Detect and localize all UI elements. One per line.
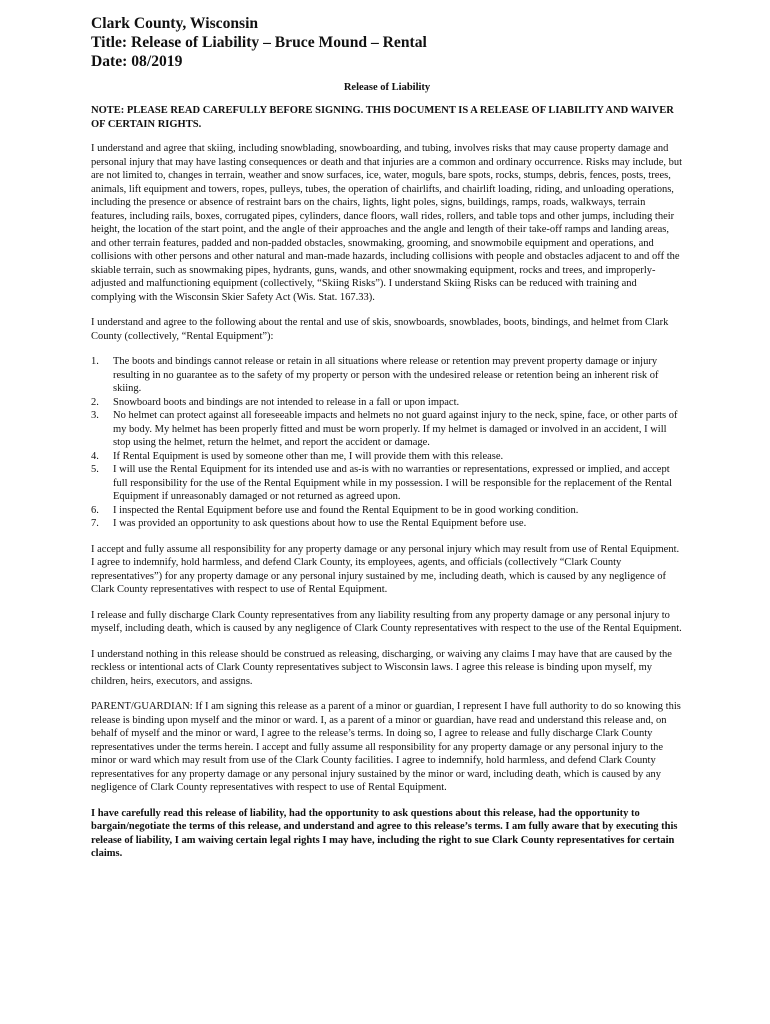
rental-equipment-intro: I understand and agree to the following about the rental and use of skis, snowboards, snowblades, boots, bindings, and helmet from Clark County (collectively, “Rental Equipment”): bbox=[91, 317, 669, 342]
list-item-number: 6. bbox=[91, 504, 99, 516]
reckless-acts-paragraph: I understand nothing in this release should be construed as releasing, discharging, or waiving any claims I may have that are caused by the reckless or intentional acts of Clark County representatives subject to Wisconsin laws. I agree this release is binding upon myself, my children, heirs, executors, and assigns. bbox=[91, 648, 672, 687]
list-item-number: 3. bbox=[91, 410, 99, 421]
list-item-text: I inspected the Rental Equipment before use and found the Rental Equipment to be in good working condition. bbox=[113, 504, 579, 516]
list-item bbox=[91, 504, 683, 518]
list-item-number: 1. bbox=[91, 356, 99, 367]
list-item bbox=[91, 396, 683, 410]
list-item bbox=[91, 355, 683, 396]
skiing-risks-paragraph: I understand and agree that skiing, including snowblading, snowboarding, and tubing, involves risks that may cause property damage and personal injury that may have lasting consequences or death and that injuries are a common and ordinary occurrence. Risks may include, but are not limited to, changes in terrain, weather and snow surfaces, ice, water, moguls, bare spots, rocks, stumps, debris, fences, posts, trees, animals, lift equipment and towers, ropes, pulleys, tubes, the operation of chairlifts, and chairlift loading, riding, and unloading operations, including the presence or absence of restraint bars on the chairs, lights, light poles, signs, buildings, ramps, roads, walkways, terrain features, including rails, boxes, corrugated pipes, cylinders, dance floors, wall rides, rollers, and table tops and other jumps, including their height, the location of the start point, and the angle of their approaches and the angle and length of their take-off ramps and landing areas, and other terrain features, padded and non-padded obstacles, snowmaking, grooming, and snowmobile equipment and operations, and collisions with other persons and other natural and man-made hazards, including collisions with people and obstacles adjacent to and off the skiable terrain, such as snowmaking pipes, hydrants, guns, wands, and other snowmaking equipment, rocks and trees, and improperly-adjusted and malfunctioning equipment (collectively, “Skiing Risks”). I understand Skiing Risks can be reduced with training and complying with the Wisconsin Skier Safety Act (Wis. Stat. 167.33). bbox=[91, 143, 683, 303]
list-item-text: I will use the Rental Equipment for its intended use and as-is with no warranties or representations, expressed or implied, and accept full responsibility for the use of the Rental Equipment while in my possession. I will be responsible for the replacement of the Rental Equipment if unreasonably damaged or not returned as agreed upon. bbox=[113, 464, 673, 502]
list-item-text: The boots and bindings cannot release or retain in all situations where release or retention may prevent property damage or injury resulting in no guarantee as to the safety of my property or person with the undesired release or retention being an inherent risk of skiing. bbox=[113, 356, 659, 394]
release-discharge-paragraph: I release and fully discharge Clark County representatives from any liability resulting from any property damage or any personal injury to myself, including death, which is caused by any negligence of Clark County representatives with respect to the use of the Rental Equipment. bbox=[91, 609, 682, 634]
list-item bbox=[91, 409, 683, 450]
list-item bbox=[91, 517, 683, 531]
list-item bbox=[91, 463, 683, 504]
list-item-text: Snowboard boots and bindings are not intended to release in a fall or upon impact. bbox=[113, 396, 460, 408]
list-item-text: I was provided an opportunity to ask questions about how to use the Rental Equipment before use. bbox=[113, 518, 527, 529]
header-title: Title: Release of Liability – Bruce Mound – Rental bbox=[91, 34, 427, 51]
list-item bbox=[91, 450, 683, 464]
list-item-text: If Rental Equipment is used by someone other than me, I will provide them with this release. bbox=[113, 450, 504, 462]
acknowledgement-paragraph: I have carefully read this release of liability, had the opportunity to ask questions about this release, had the opportunity to bargain/negotiate the terms of this release, and understand and agree to this release’s terms. I am fully aware that by executing this release of liability, I am waiving certain legal rights I may have, including the right to sue Clark County representatives for certain claims. bbox=[91, 807, 678, 859]
list-item-number: 5. bbox=[91, 464, 99, 475]
document-header bbox=[91, 14, 691, 71]
parent-guardian-paragraph: PARENT/GUARDIAN: If I am signing this release as a parent of a minor or guardian, I represent I have full authority to do so knowing this release is binding upon myself and the minor or ward. I, as a parent of a minor or guardian, have read and understand this release and, on behalf of myself and the minor or ward, I agree to the release’s terms. In doing so, I agree to release and fully discharge Clark County representatives under the terms herein. I accept and fully assume all responsibility for any property damage or any personal injury to the minor or ward which may result from use of the Clark County facilities. I agree to indemnify, hold harmless, and defend Clark County representatives for any property damage or any personal injury sustained by the minor or ward, including death, which is caused by any negligence of Clark County representatives with respect to use of Rental Equipment. bbox=[91, 701, 681, 793]
document-body bbox=[91, 81, 683, 861]
release-notice: NOTE: PLEASE READ CAREFULLY BEFORE SIGNING. THIS DOCUMENT IS A RELEASE OF LIABILITY AND WAIVER OF CERTAIN RIGHTS. bbox=[91, 105, 674, 130]
assumption-of-responsibility-paragraph: I accept and fully assume all responsibility for any property damage or any personal injury which may result from use of Rental Equipment. I agree to indemnify, hold harmless, and defend Clark County, its employees, agents, and officials (collectively “Clark County representatives”) for any property damage or any personal injury sustained by me, including death, which is caused by any negligence of Clark County representatives with respect to use of Rental Equipment. bbox=[91, 543, 680, 595]
header-county: Clark County, Wisconsin bbox=[91, 15, 259, 32]
header-date: Date: 08/2019 bbox=[91, 53, 183, 70]
rental-terms-list bbox=[91, 355, 683, 531]
list-item-number: 4. bbox=[91, 450, 99, 462]
document-title: Release of Liability bbox=[343, 82, 431, 93]
list-item-text: No helmet can protect against all foreseeable impacts and helmets no not guard against injury to the neck, spine, face, or other parts of my body. My helmet has been properly fitted and must be worn properly. If my helmet is damaged or involved in an accident, I will stop using the helmet, return the helmet, and report the accident or damage. bbox=[113, 410, 678, 448]
list-item-number: 2. bbox=[91, 396, 99, 408]
list-item-number: 7. bbox=[91, 518, 99, 529]
